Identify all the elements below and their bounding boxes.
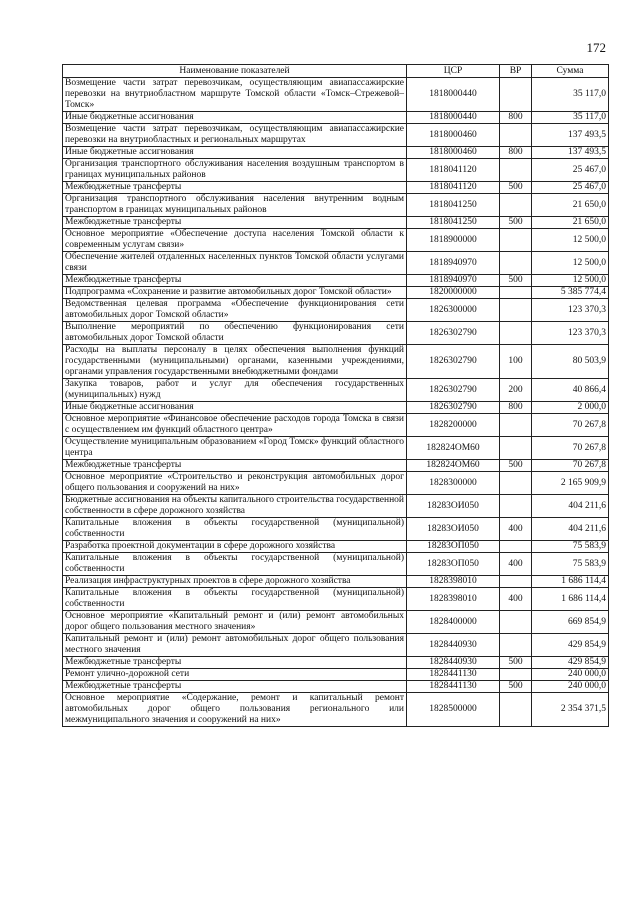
header-name: Наименование показателей bbox=[63, 65, 407, 78]
cell-vr: 200 bbox=[500, 379, 532, 402]
table-row bbox=[63, 437, 609, 460]
cell-name: Основное мероприятие «Строительство и реконструкция автомобильных дорог общего пользования и сооружений на них» bbox=[63, 472, 407, 495]
cell-vr: 500 bbox=[500, 182, 532, 194]
table-row bbox=[63, 229, 609, 252]
cell-sum: 1 686 114,4 bbox=[532, 576, 609, 588]
cell-sum: 21 650,0 bbox=[532, 217, 609, 229]
table-body bbox=[63, 78, 609, 727]
cell-vr bbox=[500, 322, 532, 345]
cell-sum: 25 467,0 bbox=[532, 182, 609, 194]
cell-sum: 21 650,0 bbox=[532, 194, 609, 217]
cell-csr: 1818000440 bbox=[407, 112, 500, 124]
cell-vr bbox=[500, 495, 532, 518]
cell-name: Основное мероприятие «Капитальный ремонт и (или) ремонт автомобильных дорог общего пользования местного значения» bbox=[63, 611, 407, 634]
table-row bbox=[63, 541, 609, 553]
table-row bbox=[63, 588, 609, 611]
cell-csr: 1818940970 bbox=[407, 252, 500, 275]
cell-csr: 1826302790 bbox=[407, 322, 500, 345]
table-row bbox=[63, 287, 609, 299]
cell-sum: 35 117,0 bbox=[532, 112, 609, 124]
cell-sum: 70 267,8 bbox=[532, 414, 609, 437]
cell-csr: 1828441130 bbox=[407, 681, 500, 693]
cell-name: Бюджетные ассигнования на объекты капитального строительства государственной собственности в сфере дорожного хозяйства bbox=[63, 495, 407, 518]
cell-sum: 1 686 114,4 bbox=[532, 588, 609, 611]
table-row bbox=[63, 611, 609, 634]
cell-name: Иные бюджетные ассигнования bbox=[63, 112, 407, 124]
cell-name: Разработка проектной документации в сфере дорожного хозяйства bbox=[63, 541, 407, 553]
cell-name: Расходы на выплаты персоналу в целях обеспечения выполнения функций государственными (муниципальными) органами, казенными учреждениями, органами управления государственными внебюджетными фондами bbox=[63, 345, 407, 379]
cell-vr bbox=[500, 252, 532, 275]
cell-vr bbox=[500, 541, 532, 553]
cell-sum: 2 354 371,5 bbox=[532, 693, 609, 727]
cell-vr bbox=[500, 669, 532, 681]
table-row bbox=[63, 275, 609, 287]
table-row bbox=[63, 194, 609, 217]
cell-vr bbox=[500, 437, 532, 460]
table-row bbox=[63, 460, 609, 472]
cell-sum: 240 000,0 bbox=[532, 669, 609, 681]
cell-sum: 137 493,5 bbox=[532, 147, 609, 159]
cell-csr: 1826302790 bbox=[407, 402, 500, 414]
cell-csr: 1828400000 bbox=[407, 611, 500, 634]
page-number: 172 bbox=[586, 40, 606, 55]
cell-csr: 1828441130 bbox=[407, 669, 500, 681]
cell-name: Выполнение мероприятий по обеспечению функционирования сети автомобильных дорог Томской области bbox=[63, 322, 407, 345]
cell-name: Межбюджетные трансферты bbox=[63, 217, 407, 229]
cell-csr: 182824ОМ60 bbox=[407, 437, 500, 460]
cell-vr: 400 bbox=[500, 518, 532, 541]
cell-vr bbox=[500, 229, 532, 252]
cell-name: Капитальные вложения в объекты государственной (муниципальной) собственности bbox=[63, 553, 407, 576]
cell-name: Капитальные вложения в объекты государственной (муниципальной) собственности bbox=[63, 588, 407, 611]
cell-name: Капитальные вложения в объекты государственной (муниципальной) собственности bbox=[63, 518, 407, 541]
table-row bbox=[63, 182, 609, 194]
cell-sum: 404 211,6 bbox=[532, 518, 609, 541]
table-row bbox=[63, 693, 609, 727]
header-sum: Сумма bbox=[532, 65, 609, 78]
cell-vr: 100 bbox=[500, 345, 532, 379]
cell-sum: 70 267,8 bbox=[532, 460, 609, 472]
cell-vr: 500 bbox=[500, 275, 532, 287]
table-row bbox=[63, 657, 609, 669]
cell-csr: 182824ОМ60 bbox=[407, 460, 500, 472]
cell-name: Межбюджетные трансферты bbox=[63, 657, 407, 669]
cell-csr: 1828440930 bbox=[407, 657, 500, 669]
table-row bbox=[63, 634, 609, 657]
table-row bbox=[63, 124, 609, 147]
cell-name: Обеспечение жителей отдаленных населенных пунктов Томской области услугами связи bbox=[63, 252, 407, 275]
cell-name: Организация транспортного обслуживания населения внутренним водным транспортом в границах муниципальных районов bbox=[63, 194, 407, 217]
header-csr: ЦСР bbox=[407, 65, 500, 78]
cell-csr: 18283ОП050 bbox=[407, 541, 500, 553]
cell-sum: 25 467,0 bbox=[532, 159, 609, 182]
cell-sum: 12 500,0 bbox=[532, 229, 609, 252]
cell-csr: 1828300000 bbox=[407, 472, 500, 495]
cell-csr: 1818041120 bbox=[407, 182, 500, 194]
cell-csr: 1828398010 bbox=[407, 588, 500, 611]
cell-vr: 800 bbox=[500, 112, 532, 124]
table-row bbox=[63, 322, 609, 345]
header-vr: ВР bbox=[500, 65, 532, 78]
cell-sum: 137 493,5 bbox=[532, 124, 609, 147]
cell-name: Межбюджетные трансферты bbox=[63, 681, 407, 693]
cell-sum: 123 370,3 bbox=[532, 322, 609, 345]
cell-name: Организация транспортного обслуживания населения воздушным транспортом в границах муниципальных районов bbox=[63, 159, 407, 182]
cell-sum: 123 370,3 bbox=[532, 299, 609, 322]
cell-name: Возмещение части затрат перевозчикам, осуществляющим авиапассажирские перевозки на внутриобластном маршруте Томской области «Томск–Стрежевой–Томск» bbox=[63, 78, 407, 112]
cell-sum: 2 165 909,9 bbox=[532, 472, 609, 495]
table-row bbox=[63, 345, 609, 379]
cell-name: Межбюджетные трансферты bbox=[63, 460, 407, 472]
cell-sum: 12 500,0 bbox=[532, 275, 609, 287]
cell-vr: 500 bbox=[500, 681, 532, 693]
table-row bbox=[63, 379, 609, 402]
cell-name: Основное мероприятие «Финансовое обеспечение расходов города Томска в связи с осуществлением им функций областного центра» bbox=[63, 414, 407, 437]
cell-vr bbox=[500, 299, 532, 322]
table-row bbox=[63, 495, 609, 518]
cell-vr bbox=[500, 472, 532, 495]
table-row bbox=[63, 669, 609, 681]
cell-sum: 75 583,9 bbox=[532, 553, 609, 576]
cell-name: Иные бюджетные ассигнования bbox=[63, 147, 407, 159]
cell-name: Основное мероприятие «Содержание, ремонт и капитальный ремонт автомобильных дорог общего пользования регионального или межмуниципального значения и сооружений на них» bbox=[63, 693, 407, 727]
cell-csr: 18283ОИ050 bbox=[407, 518, 500, 541]
cell-vr bbox=[500, 124, 532, 147]
table-row bbox=[63, 402, 609, 414]
cell-sum: 35 117,0 bbox=[532, 78, 609, 112]
cell-vr bbox=[500, 576, 532, 588]
cell-csr: 1818000460 bbox=[407, 147, 500, 159]
cell-csr: 1826302790 bbox=[407, 345, 500, 379]
cell-csr: 1828200000 bbox=[407, 414, 500, 437]
cell-name: Возмещение части затрат перевозчикам, осуществляющим авиапассажирские перевозки на внутриобластных и региональных маршрутах bbox=[63, 124, 407, 147]
cell-sum: 5 385 774,4 bbox=[532, 287, 609, 299]
cell-sum: 404 211,6 bbox=[532, 495, 609, 518]
cell-csr: 1818041250 bbox=[407, 217, 500, 229]
table-row bbox=[63, 147, 609, 159]
cell-csr: 18283ОИ050 bbox=[407, 495, 500, 518]
cell-vr bbox=[500, 693, 532, 727]
table-row bbox=[63, 159, 609, 182]
cell-csr: 1828398010 bbox=[407, 576, 500, 588]
cell-vr: 800 bbox=[500, 147, 532, 159]
cell-vr bbox=[500, 159, 532, 182]
cell-vr bbox=[500, 611, 532, 634]
table-row bbox=[63, 414, 609, 437]
cell-sum: 669 854,9 bbox=[532, 611, 609, 634]
cell-sum: 80 503,9 bbox=[532, 345, 609, 379]
table-row bbox=[63, 112, 609, 124]
cell-vr: 500 bbox=[500, 657, 532, 669]
cell-name: Межбюджетные трансферты bbox=[63, 275, 407, 287]
cell-sum: 75 583,9 bbox=[532, 541, 609, 553]
cell-name: Ремонт улично-дорожной сети bbox=[63, 669, 407, 681]
cell-vr: 400 bbox=[500, 588, 532, 611]
cell-vr bbox=[500, 78, 532, 112]
cell-vr bbox=[500, 194, 532, 217]
cell-name: Капитальный ремонт и (или) ремонт автомобильных дорог общего пользования местного значения bbox=[63, 634, 407, 657]
table-row bbox=[63, 681, 609, 693]
cell-csr: 1820000000 bbox=[407, 287, 500, 299]
cell-name: Основное мероприятие «Обеспечение доступа населения Томской области к современным услугам связи» bbox=[63, 229, 407, 252]
cell-csr: 1826302790 bbox=[407, 379, 500, 402]
cell-csr: 1826300000 bbox=[407, 299, 500, 322]
cell-name: Закупка товаров, работ и услуг для обеспечения государственных (муниципальных) нужд bbox=[63, 379, 407, 402]
cell-csr: 1828440930 bbox=[407, 634, 500, 657]
cell-name: Осуществление муниципальным образованием «Город Томск» функций областного центра bbox=[63, 437, 407, 460]
cell-csr: 1818000460 bbox=[407, 124, 500, 147]
table-row bbox=[63, 252, 609, 275]
cell-name: Иные бюджетные ассигнования bbox=[63, 402, 407, 414]
cell-sum: 12 500,0 bbox=[532, 252, 609, 275]
cell-name: Подпрограмма «Сохранение и развитие автомобильных дорог Томской области» bbox=[63, 287, 407, 299]
budget-table bbox=[62, 64, 609, 727]
cell-csr: 1818041120 bbox=[407, 159, 500, 182]
cell-name: Межбюджетные трансферты bbox=[63, 182, 407, 194]
table-row bbox=[63, 518, 609, 541]
table-row bbox=[63, 299, 609, 322]
cell-sum: 429 854,9 bbox=[532, 657, 609, 669]
cell-csr: 1818900000 bbox=[407, 229, 500, 252]
cell-vr bbox=[500, 414, 532, 437]
cell-csr: 1818041250 bbox=[407, 194, 500, 217]
cell-name: Реализация инфраструктурных проектов в сфере дорожного хозяйства bbox=[63, 576, 407, 588]
cell-sum: 2 000,0 bbox=[532, 402, 609, 414]
cell-sum: 40 866,4 bbox=[532, 379, 609, 402]
table-header-row bbox=[63, 65, 609, 78]
cell-csr: 18283ОП050 bbox=[407, 553, 500, 576]
table-row bbox=[63, 553, 609, 576]
cell-csr: 1818000440 bbox=[407, 78, 500, 112]
table-row bbox=[63, 472, 609, 495]
cell-name: Ведомственная целевая программа «Обеспечение функционирования сети автомобильных дорог Томской области» bbox=[63, 299, 407, 322]
cell-vr bbox=[500, 287, 532, 299]
cell-sum: 70 267,8 bbox=[532, 437, 609, 460]
cell-vr bbox=[500, 634, 532, 657]
cell-vr: 500 bbox=[500, 460, 532, 472]
cell-csr: 1818940970 bbox=[407, 275, 500, 287]
table-row bbox=[63, 78, 609, 112]
cell-vr: 800 bbox=[500, 402, 532, 414]
cell-sum: 240 000,0 bbox=[532, 681, 609, 693]
cell-sum: 429 854,9 bbox=[532, 634, 609, 657]
table-row bbox=[63, 217, 609, 229]
cell-vr: 400 bbox=[500, 553, 532, 576]
cell-csr: 1828500000 bbox=[407, 693, 500, 727]
table-row bbox=[63, 576, 609, 588]
cell-vr: 500 bbox=[500, 217, 532, 229]
